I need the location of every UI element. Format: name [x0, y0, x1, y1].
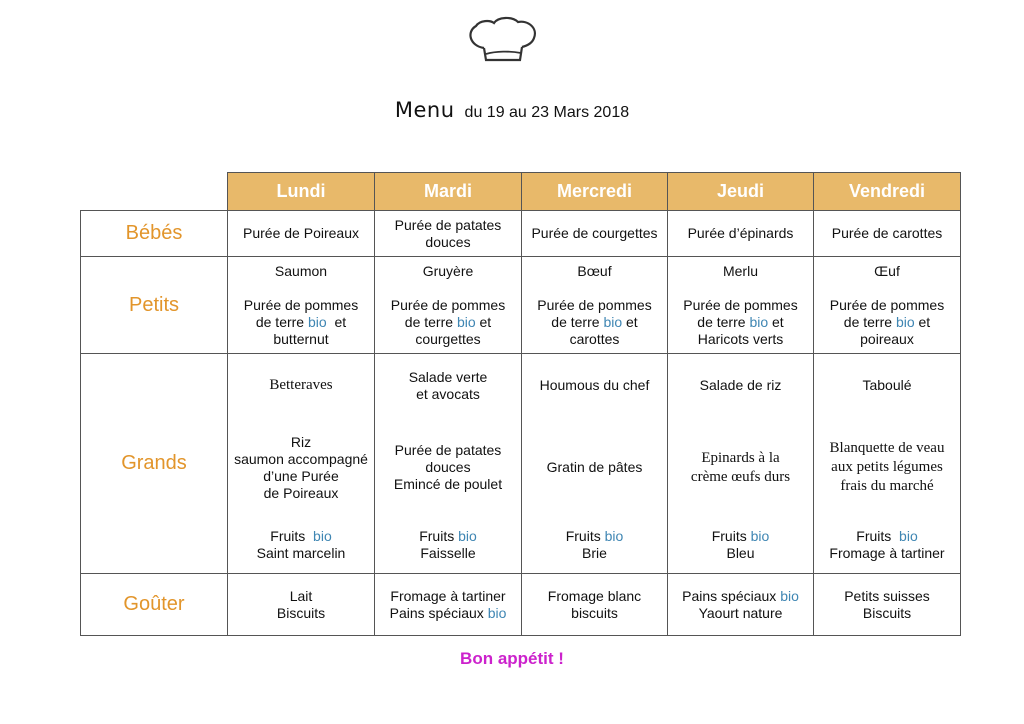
grands-dessert-jeudi: Fruits bio Bleu: [668, 518, 814, 574]
days-header-row: [81, 173, 961, 211]
row-petits: [81, 257, 961, 354]
row-grands-entree: [81, 354, 961, 418]
grands-plat-mardi: Purée de patates douces Emincé de poulet: [375, 418, 522, 518]
grands-dessert-mercredi: Fruits bio Brie: [522, 518, 668, 574]
grands-dessert-mardi: Fruits bio Faisselle: [375, 518, 522, 574]
grands-plat-mercredi: Gratin de pâtes: [522, 418, 668, 518]
grands-dessert-lundi: Fruits bio Saint marcelin: [228, 518, 375, 574]
menu-table: [80, 172, 961, 636]
menu-dates: du 19 au 23 Mars 2018: [464, 104, 630, 121]
corner-cell: [81, 173, 228, 211]
category-grands: Grands: [81, 354, 228, 574]
petits-lundi: Saumon Purée de pommes de terre bio et butternut: [228, 257, 375, 354]
row-bebes: [81, 211, 961, 257]
petits-vendredi: Œuf Purée de pommes de terre bio et poireaux: [814, 257, 961, 354]
gouter-mercredi: Fromage blanc biscuits: [522, 574, 668, 636]
day-header-vendredi: Vendredi: [814, 173, 961, 211]
grands-entree-mercredi: Houmous du chef: [522, 354, 668, 418]
gouter-mardi: Fromage à tartiner Pains spéciaux bio: [375, 574, 522, 636]
grands-plat-vendredi: Blanquette de veau aux petits légumes frais du marché: [814, 418, 961, 518]
grands-entree-vendredi: Taboulé: [814, 354, 961, 418]
gouter-lundi: Lait Biscuits: [228, 574, 375, 636]
bebes-lundi: Purée de Poireaux: [228, 211, 375, 257]
page-title: [0, 98, 1024, 122]
day-header-jeudi: Jeudi: [668, 173, 814, 211]
grands-entree-jeudi: Salade de riz: [668, 354, 814, 418]
grands-entree-mardi: Salade verte et avocats: [375, 354, 522, 418]
day-header-lundi: Lundi: [228, 173, 375, 211]
gouter-jeudi: Pains spéciaux bio Yaourt nature: [668, 574, 814, 636]
grands-dessert-vendredi: Fruits bio Fromage à tartiner: [814, 518, 961, 574]
bebes-vendredi: Purée de carottes: [814, 211, 961, 257]
row-gouter: [81, 574, 961, 636]
gouter-vendredi: Petits suisses Biscuits: [814, 574, 961, 636]
category-petits: Petits: [81, 257, 228, 354]
petits-jeudi: Merlu Purée de pommes de terre bio et Haricots verts: [668, 257, 814, 354]
menu-title: Menu: [394, 98, 455, 122]
petits-mercredi: Bœuf Purée de pommes de terre bio et carottes: [522, 257, 668, 354]
day-header-mercredi: Mercredi: [522, 173, 668, 211]
bebes-jeudi: Purée d’épinards: [668, 211, 814, 257]
category-gouter: Goûter: [81, 574, 228, 636]
footer-bon-appetit: Bon appétit !: [460, 649, 564, 668]
category-bebes: Bébés: [81, 211, 228, 257]
petits-mardi: Gruyère Purée de pommes de terre bio et courgettes: [375, 257, 522, 354]
bebes-mardi: Purée de patates douces: [375, 211, 522, 257]
grands-entree-lundi: Betteraves: [228, 354, 375, 418]
chef-hat-icon: [462, 14, 542, 66]
bebes-mercredi: Purée de courgettes: [522, 211, 668, 257]
grands-plat-lundi: Riz saumon accompagné d’une Purée de Poireaux: [228, 418, 375, 518]
day-header-mardi: Mardi: [375, 173, 522, 211]
grands-plat-jeudi: Epinards à la crème œufs durs: [668, 418, 814, 518]
